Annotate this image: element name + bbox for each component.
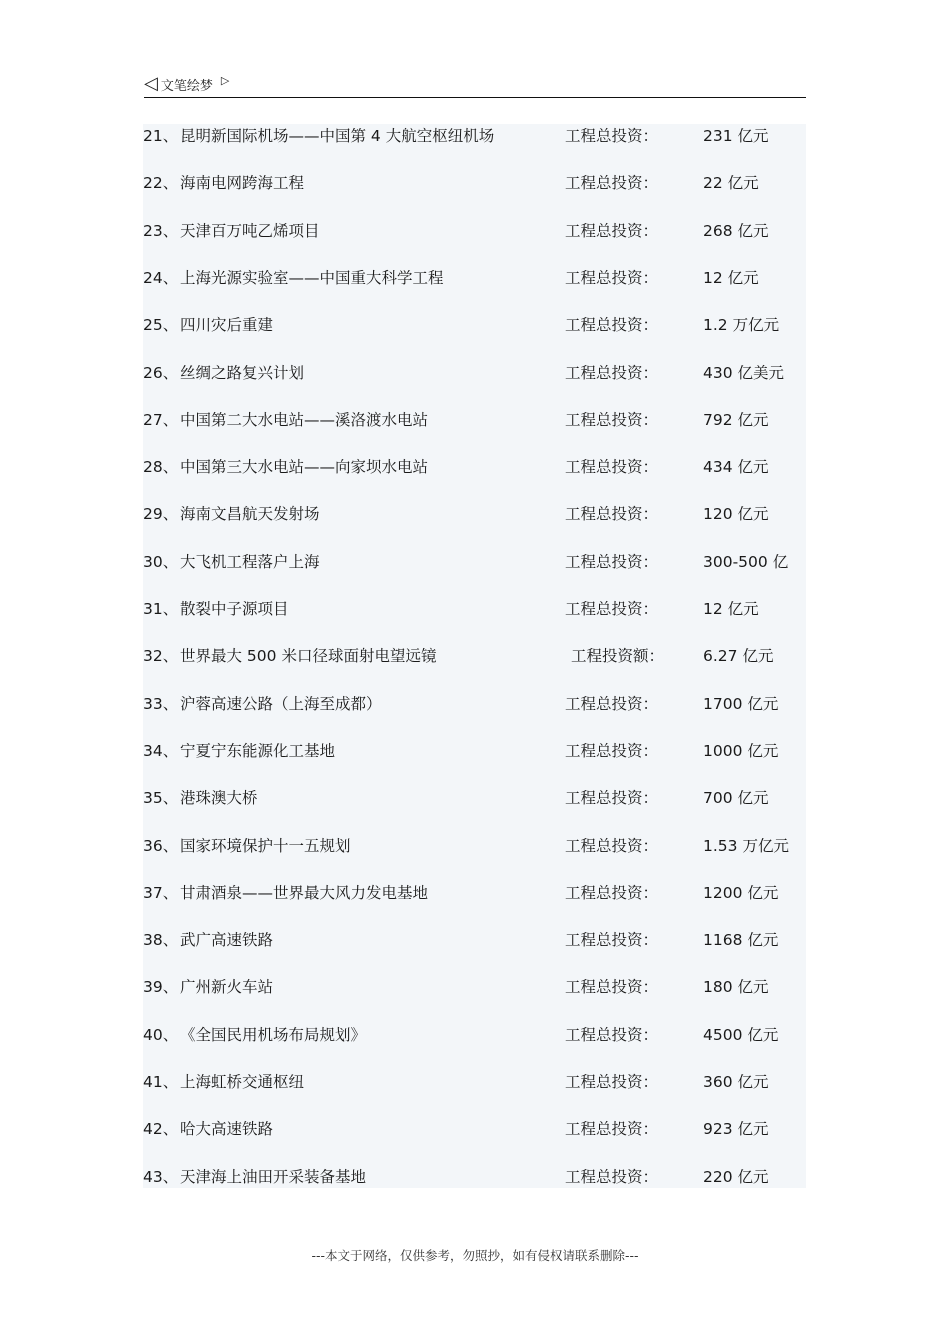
- item-number: 32、: [143, 647, 179, 666]
- item-number: 35、: [143, 789, 179, 808]
- list-item: [143, 550, 806, 574]
- item-name: 上海光源实验室——中国重大科学工程: [180, 268, 444, 287]
- item-name: 中国第三大水电站——向家坝水电站: [180, 458, 429, 477]
- item-label: 工程总投资：: [565, 127, 659, 145]
- item-number: 34、: [143, 741, 179, 760]
- item-amount: 1.2 万亿元: [703, 316, 780, 335]
- item-name: 海南文昌航天发射场: [180, 505, 320, 524]
- list-item: [143, 1117, 806, 1141]
- item-amount: 1200 亿元: [703, 883, 779, 902]
- item-label: 工程总投资：: [565, 316, 659, 335]
- list-item: [143, 1070, 806, 1094]
- list-item: [143, 455, 806, 479]
- item-number: 29、: [143, 505, 179, 524]
- item-amount: 4500 亿元: [703, 1025, 779, 1044]
- item-name: 丝绸之路复兴计划: [180, 363, 305, 382]
- item-number: 21、: [143, 127, 179, 145]
- item-name: 武广高速铁路: [180, 931, 274, 950]
- header-divider: [144, 97, 806, 98]
- item-number: 38、: [143, 931, 179, 950]
- project-list: [143, 124, 806, 1188]
- list-item: [143, 361, 806, 385]
- item-amount: 220 亿元: [703, 1167, 769, 1186]
- item-label: 工程总投资：: [565, 552, 659, 571]
- item-name: 哈大高速铁路: [180, 1120, 274, 1139]
- list-item: [143, 834, 806, 858]
- item-number: 24、: [143, 268, 179, 287]
- item-amount: 792 亿元: [703, 410, 769, 429]
- item-number: 42、: [143, 1120, 179, 1139]
- item-label: 工程总投资：: [565, 458, 659, 477]
- item-label: 工程总投资：: [565, 221, 659, 240]
- item-amount: 268 亿元: [703, 221, 769, 240]
- page-header: [144, 72, 229, 96]
- triangle-left-icon: ◁: [144, 73, 158, 94]
- item-label: 工程总投资：: [565, 410, 659, 429]
- item-label: 工程总投资：: [565, 600, 659, 618]
- item-number: 23、: [143, 221, 179, 240]
- list-item: [143, 692, 806, 716]
- list-item: [143, 739, 806, 763]
- list-item: [143, 597, 806, 621]
- item-amount: 434 亿元: [703, 458, 769, 477]
- item-label: 工程总投资：: [565, 836, 659, 855]
- item-name: 《全国民用机场布局规划》: [180, 1025, 367, 1044]
- item-number: 40、: [143, 1025, 179, 1044]
- list-item: [143, 266, 806, 290]
- item-label: 工程投资额：: [571, 647, 665, 666]
- item-amount: 923 亿元: [703, 1120, 769, 1139]
- item-amount: 360 亿元: [703, 1073, 769, 1091]
- item-name: 世界最大 500 米口径球面射电望远镜: [180, 647, 437, 666]
- list-item: [143, 786, 806, 810]
- item-amount: 12 亿元: [703, 268, 759, 287]
- list-item: [143, 881, 806, 905]
- item-label: 工程总投资：: [565, 789, 659, 808]
- list-item: [143, 219, 806, 243]
- item-name: 散裂中子源项目: [180, 600, 289, 618]
- item-name: 广州新火车站: [180, 978, 274, 997]
- item-amount: 1700 亿元: [703, 694, 779, 713]
- item-label: 工程总投资：: [565, 883, 659, 902]
- item-amount: 700 亿元: [703, 789, 769, 808]
- list-item: [143, 313, 806, 337]
- item-label: 工程总投资：: [565, 978, 659, 997]
- item-amount: 22 亿元: [703, 174, 759, 193]
- item-amount: 231 亿元: [703, 127, 769, 145]
- item-name: 天津海上油田开采装备基地: [180, 1167, 367, 1186]
- list-item: [143, 408, 806, 432]
- item-name: 昆明新国际机场——中国第 4 大航空枢纽机场: [180, 127, 495, 145]
- item-name: 国家环境保护十一五规划: [180, 836, 351, 855]
- item-number: 22、: [143, 174, 179, 193]
- item-name: 港珠澳大桥: [180, 789, 258, 808]
- item-label: 工程总投资：: [565, 1073, 659, 1091]
- item-number: 31、: [143, 600, 179, 618]
- item-label: 工程总投资：: [565, 1025, 659, 1044]
- item-amount: 1168 亿元: [703, 931, 779, 950]
- list-item: [143, 1023, 806, 1047]
- list-item: [143, 1165, 806, 1189]
- item-amount: 430 亿美元: [703, 363, 785, 382]
- list-item: [143, 171, 806, 195]
- list-item: [143, 644, 806, 668]
- list-item: [143, 928, 806, 952]
- item-number: 33、: [143, 694, 179, 713]
- item-number: 26、: [143, 363, 179, 382]
- item-amount: 120 亿元: [703, 505, 769, 524]
- item-label: 工程总投资：: [565, 1120, 659, 1139]
- item-label: 工程总投资：: [565, 931, 659, 950]
- item-name: 海南电网跨海工程: [180, 174, 305, 193]
- item-name: 甘肃酒泉——世界最大风力发电基地: [180, 883, 429, 902]
- item-number: 25、: [143, 316, 179, 335]
- footer-note: ---本文于网络，仅供参考，勿照抄，如有侵权请联系删除---: [311, 1248, 639, 1263]
- item-name: 大飞机工程落户上海: [180, 552, 320, 571]
- item-label: 工程总投资：: [565, 1167, 659, 1186]
- item-amount: 1000 亿元: [703, 741, 779, 760]
- item-number: 30、: [143, 552, 179, 571]
- item-amount: 1.53 万亿元: [703, 836, 789, 855]
- list-item: [143, 124, 806, 148]
- item-number: 43、: [143, 1167, 179, 1186]
- item-label: 工程总投资：: [565, 363, 659, 382]
- list-item: [143, 502, 806, 526]
- item-number: 37、: [143, 883, 179, 902]
- item-amount: 300-500 亿: [703, 552, 789, 571]
- item-label: 工程总投资：: [565, 268, 659, 287]
- item-name: 天津百万吨乙烯项目: [180, 221, 320, 240]
- item-name: 四川灾后重建: [180, 316, 274, 335]
- item-name: 沪蓉高速公路（上海至成都）: [180, 694, 382, 713]
- item-number: 36、: [143, 836, 179, 855]
- item-label: 工程总投资：: [565, 174, 659, 193]
- header-title: 文笔绘梦: [160, 78, 213, 94]
- item-label: 工程总投资：: [565, 694, 659, 713]
- triangle-right-icon: ▷: [220, 73, 230, 87]
- item-label: 工程总投资：: [565, 505, 659, 524]
- item-name: 宁夏宁东能源化工基地: [180, 741, 336, 760]
- list-item: [143, 975, 806, 999]
- item-amount: 12 亿元: [703, 600, 759, 618]
- item-name: 上海虹桥交通枢纽: [180, 1073, 305, 1091]
- item-number: 28、: [143, 458, 179, 477]
- item-amount: 180 亿元: [703, 978, 769, 997]
- item-amount: 6.27 亿元: [703, 647, 774, 666]
- item-number: 41、: [143, 1073, 179, 1091]
- item-number: 39、: [143, 978, 179, 997]
- item-name: 中国第二大水电站——溪洛渡水电站: [180, 410, 429, 429]
- item-label: 工程总投资：: [565, 741, 659, 760]
- item-number: 27、: [143, 410, 179, 429]
